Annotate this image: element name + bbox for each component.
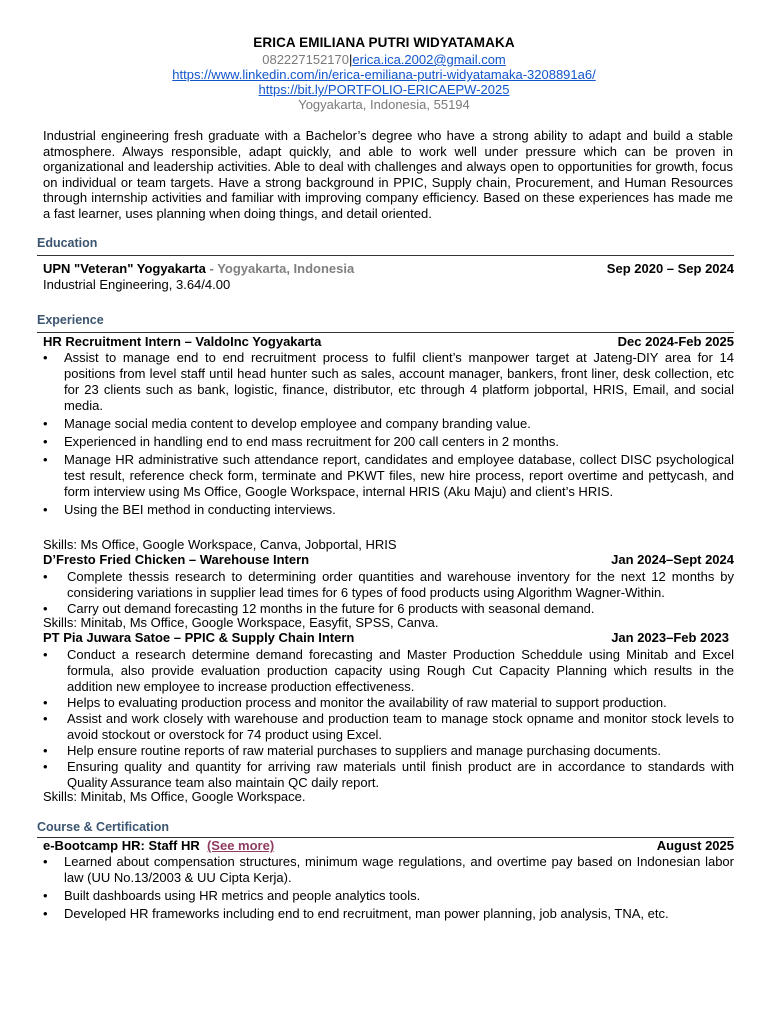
section-divider — [37, 255, 734, 256]
bullet-item: • Assist and work closely with warehouse and production team to manage stock opname and monitor stock levels to avoid stockout or overstock for 74 product using Excel. — [43, 711, 734, 743]
bullet-item: • Experienced in handling end to end mass recruitment for 200 call centers in 2 months. — [43, 434, 734, 450]
see-more-link[interactable]: (See more) — [206, 838, 275, 853]
section-title-education: Education — [37, 236, 98, 250]
school-name: UPN "Veteran" Yogyakarta — [43, 261, 206, 276]
education-degree: Industrial Engineering, 3.64/4.00 — [43, 277, 231, 292]
course-name: e-Bootcamp HR: Staff HR — [43, 838, 200, 853]
candidate-name: ERICA EMILIANA PUTRI WIDYATAMAKA — [253, 35, 515, 50]
course-title-line — [43, 838, 274, 854]
section-title-courses: Course & Certification — [37, 820, 169, 834]
bullet-item: • Helps to evaluating production process and monitor the availability of raw material to support production. — [43, 695, 734, 711]
job-title: D’Fresto Fried Chicken – Warehouse Intern — [43, 552, 310, 567]
education-dates: Sep 2020 – Sep 2024 — [606, 261, 734, 276]
section-title-experience: Experience — [37, 313, 104, 327]
bullet-item: • Using the BEI method in conducting interviews. — [43, 502, 734, 518]
bullet-item: • Carry out demand forecasting 12 months in the future for 6 products with seasonal demand. — [43, 601, 734, 617]
bullet-item: • Learned about compensation structures, minimum wage regulations, and overtime pay based on Indonesian labor law (UU No.13/2003 & UU Cipta Kerja). — [43, 854, 734, 886]
course-dates: August 2025 — [656, 838, 734, 853]
job-dates: Dec 2024-Feb 2025 — [617, 334, 734, 349]
bullet-item: • Manage social media content to develop employee and company branding value. — [43, 416, 734, 432]
job-bullets — [43, 350, 734, 518]
contact-line — [0, 52, 768, 68]
profile-summary: Industrial engineering fresh graduate with a Bachelor’s degree who have a strong ability to adapt and build a stable atmosphere. Always responsible, adapt quickly, and able to work well under pressure which can be proven in organizational and leadership activities. Able to deal with challenges and always open to opportunities for growth, focus on individual or team targets. Have a strong background in PPIC, Supply chain, Procurement, and Human Resources through internship activities and familiar with improving company efficiency. Based on these experiences has made me a fast learner, uses planning when doing things, and detail oriented. — [43, 128, 733, 221]
job-bullets — [43, 569, 734, 617]
bullet-item: • Manage HR administrative such attendance report, candidates and employee database, collect DISC psychological test result, reference check form, terminate and PKWT files, new hire process, report overtime and pettycash, and form interview using Ms Office, Google Workspace, internal HRIS (Aku Maju) and client’s HRIS. — [43, 452, 734, 500]
email-link[interactable]: erica.ica.2002@gmail.com — [352, 52, 506, 67]
job-skills: Skills: Ms Office, Google Workspace, Canva, Jobportal, HRIS — [43, 537, 397, 552]
job-skills: Skills: Minitab, Ms Office, Google Workspace. — [43, 789, 306, 804]
education-school-line — [43, 261, 354, 277]
bullet-item: • Developed HR frameworks including end to end recruitment, man power planning, job analysis, TNA, etc. — [43, 906, 734, 922]
bullet-item: • Ensuring quality and quantity for arriving raw materials until finish product are in accordance to standards with Quality Assurance team also maintain QC daily report. — [43, 759, 734, 791]
address: Yogyakarta, Indonesia, 55194 — [298, 97, 470, 112]
bullet-item: • Complete thessis research to determining order quantities and warehouse inventory for the next 12 months by considering variations in supplier lead times for 6 types of food products using Algorithm Wagner-Within. — [43, 569, 734, 601]
job-title: PT Pia Juwara Satoe – PPIC & Supply Chain Intern — [43, 630, 355, 645]
job-dates: Jan 2023–Feb 2023 — [611, 630, 729, 645]
school-location: - Yogyakarta, Indonesia — [205, 261, 355, 276]
bullet-item: • Assist to manage end to end recruitment process to fulfil client’s manpower target at Jateng-DIY area for 14 positions from level staff until head hunter such as sales, account manager, bankers, front liner, desk collection, etc for 23 clients such as bank, logistic, finance, distributor, etc through 4 platform jobportal, HRIS, Email, and social media. — [43, 350, 734, 414]
course-bullets — [43, 854, 734, 922]
bullet-item: • Conduct a research determine demand forecasting and Master Production Scheddule using Minitab and Excel formula, also provide evaluation production capacity using Rough Cut Capacity Planning which results in the addition new employee to increase production effectiveness. — [43, 647, 734, 695]
section-divider — [37, 332, 734, 333]
job-dates: Jan 2024–Sept 2024 — [611, 552, 734, 567]
job-bullets — [43, 647, 734, 791]
linkedin-link[interactable]: https://www.linkedin.com/in/erica-emiliana-putri-widyatamaka-3208891a6/ — [172, 67, 596, 82]
bullet-item: • Built dashboards using HR metrics and people analytics tools. — [43, 888, 734, 904]
linkedin-line — [0, 67, 768, 83]
job-skills: Skills: Minitab, Ms Office, Google Workspace, Easyfit, SPSS, Canva. — [43, 615, 439, 630]
bullet-item: • Help ensure routine reports of raw material purchases to suppliers and manage purchasing documents. — [43, 743, 734, 759]
phone-number: 082227152170 — [262, 52, 349, 67]
job-title: HR Recruitment Intern – ValdoInc Yogyakarta — [43, 334, 322, 349]
contact-separator: | — [349, 52, 353, 67]
portfolio-line — [0, 82, 768, 98]
portfolio-link[interactable]: https://bit.ly/PORTFOLIO-ERICAEPW-2025 — [258, 82, 510, 97]
